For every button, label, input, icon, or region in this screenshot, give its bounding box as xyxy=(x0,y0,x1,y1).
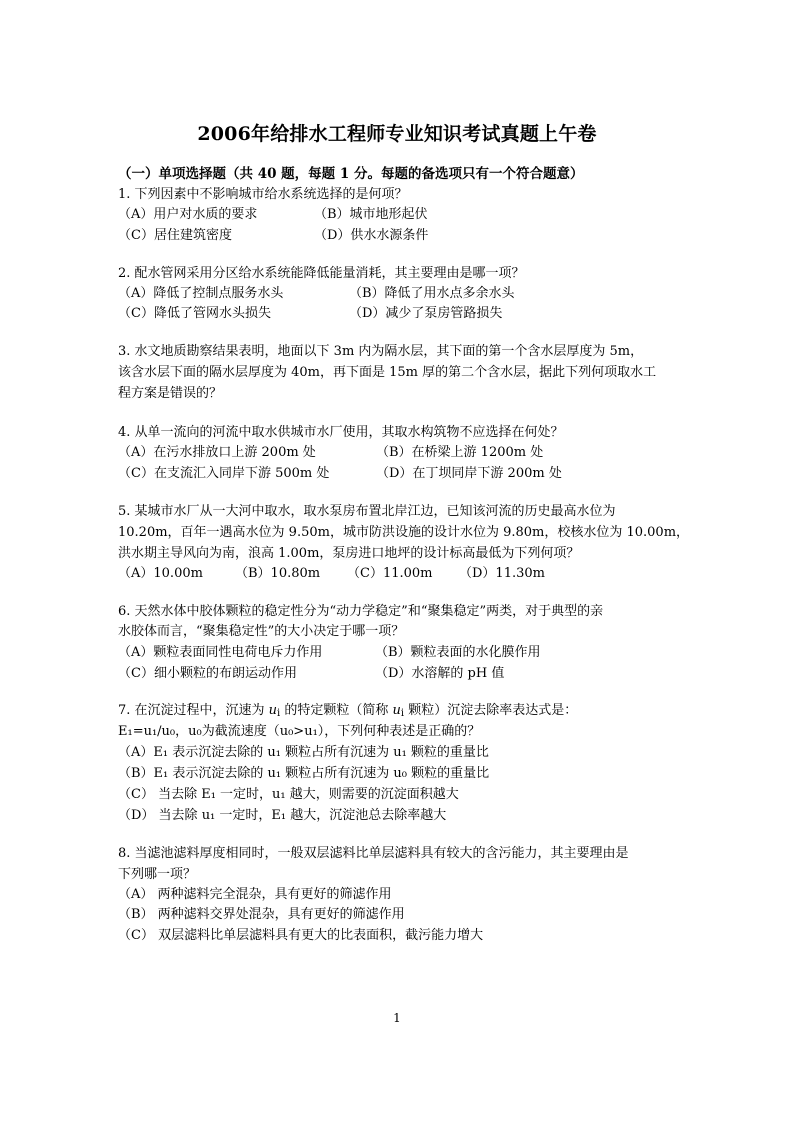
question-2-option-b: （B）降低了用水点多余水头 xyxy=(349,286,515,301)
question-8-line-1: 8. 当滤池滤料厚度相同时，一般双层滤料比单层滤料具有较大的含污能力，其主要理由是 xyxy=(118,846,629,861)
question-1-option-c: （C）居住建筑密度 xyxy=(118,228,232,243)
question-4-option-c: （C）在支流汇入同岸下游 500m 处 xyxy=(118,466,330,481)
q7-sub: i xyxy=(277,708,281,719)
question-2-option-d: （D）减少了泵房管路损失 xyxy=(349,306,503,321)
question-6-option-b: （B）颗粒表面的水化膜作用 xyxy=(375,645,541,660)
page-title: 2006年给排水工程师专业知识考试真题上午卷 xyxy=(197,123,597,145)
question-3-line-1: 3. 水文地质勘察结果表明，地面以下 3m 内为隔水层，其下面的第一个含水层厚度为 5m， xyxy=(118,344,644,359)
question-7-line-1 xyxy=(118,701,577,724)
question-6-option-a: （A）颗粒表面同性电荷电斥力作用 xyxy=(118,645,323,660)
question-1-stem: 1. 下列因素中不影响城市给水系统选择的是何项？ xyxy=(118,187,408,202)
question-2-option-a: （A）降低了控制点服务水头 xyxy=(118,286,284,301)
question-6-option-c: （C）细小颗粒的布朗运动作用 xyxy=(118,666,297,681)
question-5-line-3: 洪水期主导风向为南，浪高 1.00m，泵房进口地坪的设计标高最低为下列何项？ xyxy=(118,546,580,561)
question-7-option-c: （C） 当去除 E₁ 一定时，u₁ 越大，则需要的沉淀面积越大 xyxy=(118,787,459,802)
section-heading: （一）单项选择题（共 40 题，每题 1 分。每题的备选项只有一个符合题意） xyxy=(118,166,584,182)
question-6-option-d: （D）水溶解的 pH 值 xyxy=(375,666,505,681)
question-6-line-1: 6. 天然水体中胶体颗粒的稳定性分为“动力学稳定”和“聚集稳定”两类，对于典型的亲 xyxy=(118,604,604,619)
question-3-line-3: 程方案是错误的？ xyxy=(118,386,223,401)
question-8-line-2: 下列哪一项？ xyxy=(118,867,197,882)
question-5-option-b: （B）10.80m xyxy=(235,566,321,581)
question-7-option-b: （B）E₁ 表示沉淀去除的 u₁ 颗粒占所有沉速为 u₀ 颗粒的重量比 xyxy=(118,766,490,781)
question-8-option-b: （B） 两种滤料交界处混杂，具有更好的筛滤作用 xyxy=(118,907,405,922)
question-2-stem: 2. 配水管网采用分区给水系统能降低能量消耗，其主要理由是哪一项？ xyxy=(118,266,525,281)
q7-text-part: 的特定颗粒（简称 xyxy=(280,703,393,718)
question-8-option-c: （C） 双层滤料比单层滤料具有更大的比表面积，截污能力增大 xyxy=(118,928,484,943)
q7-var: u xyxy=(392,703,401,718)
q7-sub: i xyxy=(400,708,405,719)
question-5-option-d: （D）11.30m xyxy=(459,566,545,581)
question-5-line-2: 10.20m，百年一遇高水位为 9.50m，城市防洪设施的设计水位为 9.80m，校核水位为 10.00m， xyxy=(118,525,690,540)
question-1-option-d: （D）供水水源条件 xyxy=(314,228,429,243)
question-7-line-2: E₁=u₁/u₀，u₀为截流速度（u₀>u₁），下列何种表述是正确的？ xyxy=(118,724,481,739)
question-7-option-a: （A）E₁ 表示沉淀去除的 u₁ 颗粒占所有沉速为 u₁ 颗粒的重量比 xyxy=(118,745,489,760)
q7-text-part: 7. 在沉淀过程中，沉速为 xyxy=(118,703,269,718)
question-5-line-1: 5. 某城市水厂从一大河中取水，取水泵房布置北岸江边，已知该河流的历史最高水位为 xyxy=(118,504,616,519)
question-1-option-b: （B）城市地形起伏 xyxy=(314,207,428,222)
question-4-option-b: （B）在桥梁上游 1200m 处 xyxy=(376,445,544,460)
question-5-option-c: （C）11.00m xyxy=(347,566,433,581)
question-8-option-a: （A） 两种滤料完全混杂，具有更好的筛滤作用 xyxy=(118,887,392,902)
question-3-line-2: 该含水层下面的隔水层厚度为 40m，再下面是 15m 厚的第二个含水层，据此下列何项取水工 xyxy=(118,365,657,380)
question-2-option-c: （C）降低了管网水头损失 xyxy=(118,306,271,321)
q7-text-part: 颗粒）沉淀去除率表达式是： xyxy=(404,703,578,718)
question-4-stem: 4. 从单一流向的河流中取水供城市水厂使用，其取水构筑物不应选择在何处？ xyxy=(118,425,564,440)
question-7-option-d: （D） 当去除 u₁ 一定时，E₁ 越大，沉淀池总去除率越大 xyxy=(118,808,447,823)
question-5-option-a: （A）10.00m xyxy=(118,566,203,581)
q7-var: u xyxy=(268,703,278,718)
question-6-line-2: 水胶体而言，“聚集稳定性”的大小决定于哪一项？ xyxy=(118,624,405,639)
question-4-option-d: （D）在丁坝同岸下游 200m 处 xyxy=(376,466,562,481)
page-number: 1 xyxy=(393,1011,401,1025)
question-4-option-a: （A）在污水排放口上游 200m 处 xyxy=(118,445,316,460)
question-1-option-a: （A）用户对水质的要求 xyxy=(118,207,258,222)
